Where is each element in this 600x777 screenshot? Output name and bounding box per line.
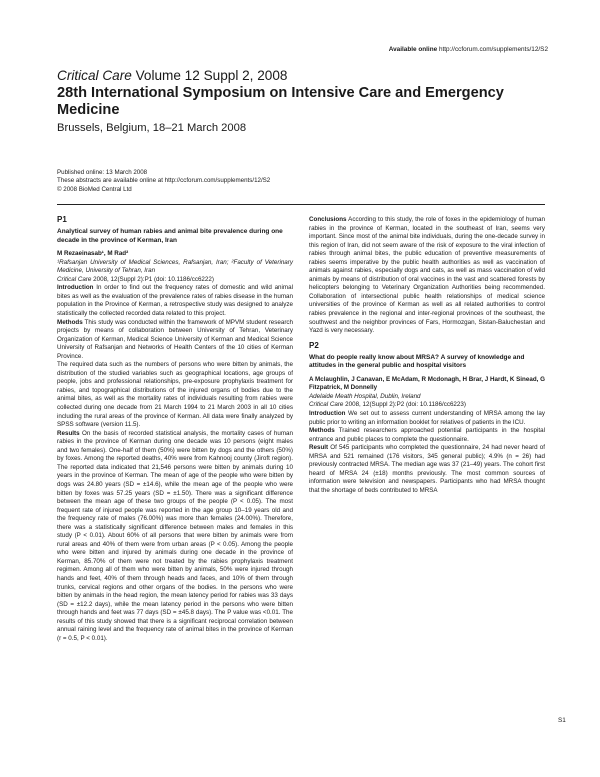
abstract-id: P2: [309, 340, 319, 350]
methods-paragraph-2: The required data such as the numbers of persons who were bitten by animals, the distribution of the studied variables such as geographical locations, age groups of people, jobs and professional relationships, pre-exposure prophylaxis treatment for rabies, and topographical distributions of the injured organs of bodies due to the animal bites, as well as the mortality rates of individuals resulting from rabies were collected during one decade from 21 March 1994 to 21 March 2003 in all 10 cities including the rural areas of the province of Kerman. All data were finally analyzed by SPSS software (version 11.5).: [57, 361, 293, 429]
results-label: Results: [57, 429, 80, 437]
citation-journal: Critical Care: [57, 275, 92, 283]
journal-line: [57, 68, 557, 84]
results-paragraph: [57, 430, 293, 644]
journal-issue: Volume 12 Suppl 2, 2008: [135, 68, 288, 83]
methods-label: Methods: [309, 427, 335, 435]
methods-text: Trained researchers approached potential participants in the hospital entrance and public places to complete the questionnaire.: [309, 427, 545, 443]
page-number: S1: [558, 717, 566, 724]
citation-details: 2008, 12(Suppl 2):P2 (doi: 10.1186/cc6223): [345, 401, 466, 409]
abstract-citation: [309, 401, 545, 410]
results-label: Result: [309, 444, 329, 452]
availability-line: [389, 46, 548, 53]
results-paragraph: [309, 444, 545, 495]
intro-paragraph: [309, 410, 545, 427]
header-divider: [57, 204, 545, 205]
abstract-citation: [57, 276, 293, 285]
abstract-authors: M Rezaeinasab¹, M Rad²: [57, 250, 129, 258]
page-header: [57, 68, 557, 135]
right-column: [309, 216, 545, 496]
intro-label: Introduction: [309, 410, 346, 418]
conclusions-paragraph: [309, 216, 545, 336]
methods-text: This study was conducted within the framework of MPVM student research projects by means of collaboration between University of Tehran, Veterinary Organization of Kerman, Medical Science University of Kerman and Medical Science University of Rafsanjan and Networks of Health Centers of the 10 cities of Kerman Province.: [57, 318, 294, 360]
journal-name: Critical Care: [57, 68, 132, 83]
intro-text: We set out to assess current understanding of MRSA among the lay public prior to writing an information booklet for relatives of patients in the ICU.: [309, 410, 545, 426]
abstract-title: Analytical survey of human rabies and animal bite prevalence during one decade in the province of Kerman, Iran: [57, 228, 283, 244]
intro-text: In order to find out the frequency rates of domestic and wild animal bites as well as the evaluation of the prevalence rates of rabies disease in the human population in the Province of Kerman, a retrospective study was designed to analyze statistically the collected recorded data related to this project.: [57, 284, 293, 318]
symposium-title: 28th International Symposium on Intensive Care and Emergency Medicine: [57, 85, 504, 118]
abstract-affiliations: ¹Rafsanjan University of Medical Sciences, Rafsanjan, Iran; ²Faculty of Veterinary Medicine, University of Tehran, Iran: [57, 258, 293, 275]
conclusions-text: According to this study, the role of foxes in the epidemiology of human rabies in the province of Kerman, located in the southeast of Iran, seems very important. Since most of the animal bite individuals, during the one-decade survey in this region of Iran, did not seem aware of the risk of exposure to the viral infection of rabies through animal bites, the public education of preventive measurements of rabies seems imperative by the public health authorities as well as vaccination of animals against rabies, especially dogs and cats, as well as mass vaccination of wild animals by means of distribution of oral vaccines in the vast and scattered forests by helicopters belonging to Veterinary Organization Authorities being recommended. Collaboration of intersectional public health relationships of medical science universities of the province of Kerman as well as all related authorities to control rabies prevalence in the regional and inter-regional provinces of the southeast, the southwest and the neighbor provinces of Fars, Hormozgan, Sistan-Baluchestan and Yazd is very necessary.: [309, 216, 545, 335]
availability-label: Available online: [388, 46, 438, 53]
abstract-id: P1: [57, 215, 67, 224]
abstract-affiliations: Adelaide Meath Hospital, Dublin, Ireland: [309, 392, 421, 400]
citation-details: 2008, 12(Suppl 2):P1 (doi: 10.1186/cc6222): [93, 275, 214, 283]
methods-paragraph: [57, 319, 293, 362]
methods-label: Methods: [57, 318, 83, 326]
intro-paragraph: [57, 284, 293, 318]
abstract-title: What do people really know about MRSA? A survey of knowledge and attitudes in the general public and hospital visitors: [309, 353, 525, 370]
published-date: Published online: 13 March 2008: [57, 169, 148, 176]
intro-label: Introduction: [57, 284, 94, 292]
left-column: [57, 215, 293, 643]
methods-paragraph: [309, 427, 545, 444]
availability-url[interactable]: http://ccforum.com/supplements/12/S2: [438, 46, 548, 53]
results-text: Of 545 participants who completed the questionnaire, 24 had never heard of MRSA and 521 remained (176 visitors, 345 general public); 4.9% (n = 26) had previously contracted MRSA. The median age was 37 (21–49) years. The cohort first heard of MRSA 24 (±18) months previously. The most common sources of information were television and newspapers. Participants who had MRSA thought that the shortage of beds contributed to MRSA: [309, 444, 545, 494]
conclusions-label: Conclusions: [309, 216, 347, 223]
copyright: © 2008 BioMed Central Ltd: [57, 185, 132, 193]
abstract-authors: A Mclaughlin, J Canavan, E McAdam, R Mcdonagh, H Brar, J Hardt, K Sinead, G Fitzpatrick, M Donnelly: [309, 375, 545, 392]
results-text: On the basis of recorded statistical analysis, the mortality cases of human rabies in the province of Kerman during one decade was 10 persons (eight males and two females). One-half of them (50%) were bitten by dogs and the others (50%) by foxes. Among the reported deaths, 40% were from Kahnooj county (Jiroft region). The reported data indicated that 21,546 persons were bitten by animals during 10 years in the province of Kerman. The mean of age of the people who were bitten by dogs was 24.80 years (SD = ±14.6), while the mean age of the people who were bitten by foxes was 57.25 years (SD = ±1.50). There was a significant difference between the mean age of these two groups of the people (P < 0.05). The most frequent rate of injured people was reported in the age group 10–19 years old and the frequency rate of males (76.00%) was more than females (24.00%). Therefore, there was a statistically significant difference between males and females in this study (P < 0.01). About 60% of all persons that were bitten by animals were from rural areas and 40% of them were from urban areas (P < 0.05). Among the people who were bitten and injured by animals during one decade in the province of Kerman, 85.70% of them were not treated by the rabies prophylaxis treatment regimen. Among all of them who were bitten by animals, 50% were injured through hands and feet, 40% of them through heads and faces, and 10% of them through trunks, cervical regions and other organs of the bodies. In the persons who were bitten by animals in the head region, the mean latency period for rabies was 33 days (SD = ±12.2 days), while the mean latency period in the persons who were bitten through hands and feet was 77 days (SD = ±45.8 days). The P value was <0.01. The results of this study showed that there is a significant reciprocal correlation between annual raining level and the frequency rate of animal bites in the province of Kerman (r = 0.5, P < 0.01).: [57, 429, 293, 642]
citation-journal: Critical Care: [309, 401, 344, 409]
publication-info: [57, 169, 270, 194]
abstracts-availability: These abstracts are available online at http://ccforum.com/supplements/12/S2: [57, 177, 271, 185]
symposium-location: Brussels, Belgium, 18–21 March 2008: [57, 122, 247, 134]
